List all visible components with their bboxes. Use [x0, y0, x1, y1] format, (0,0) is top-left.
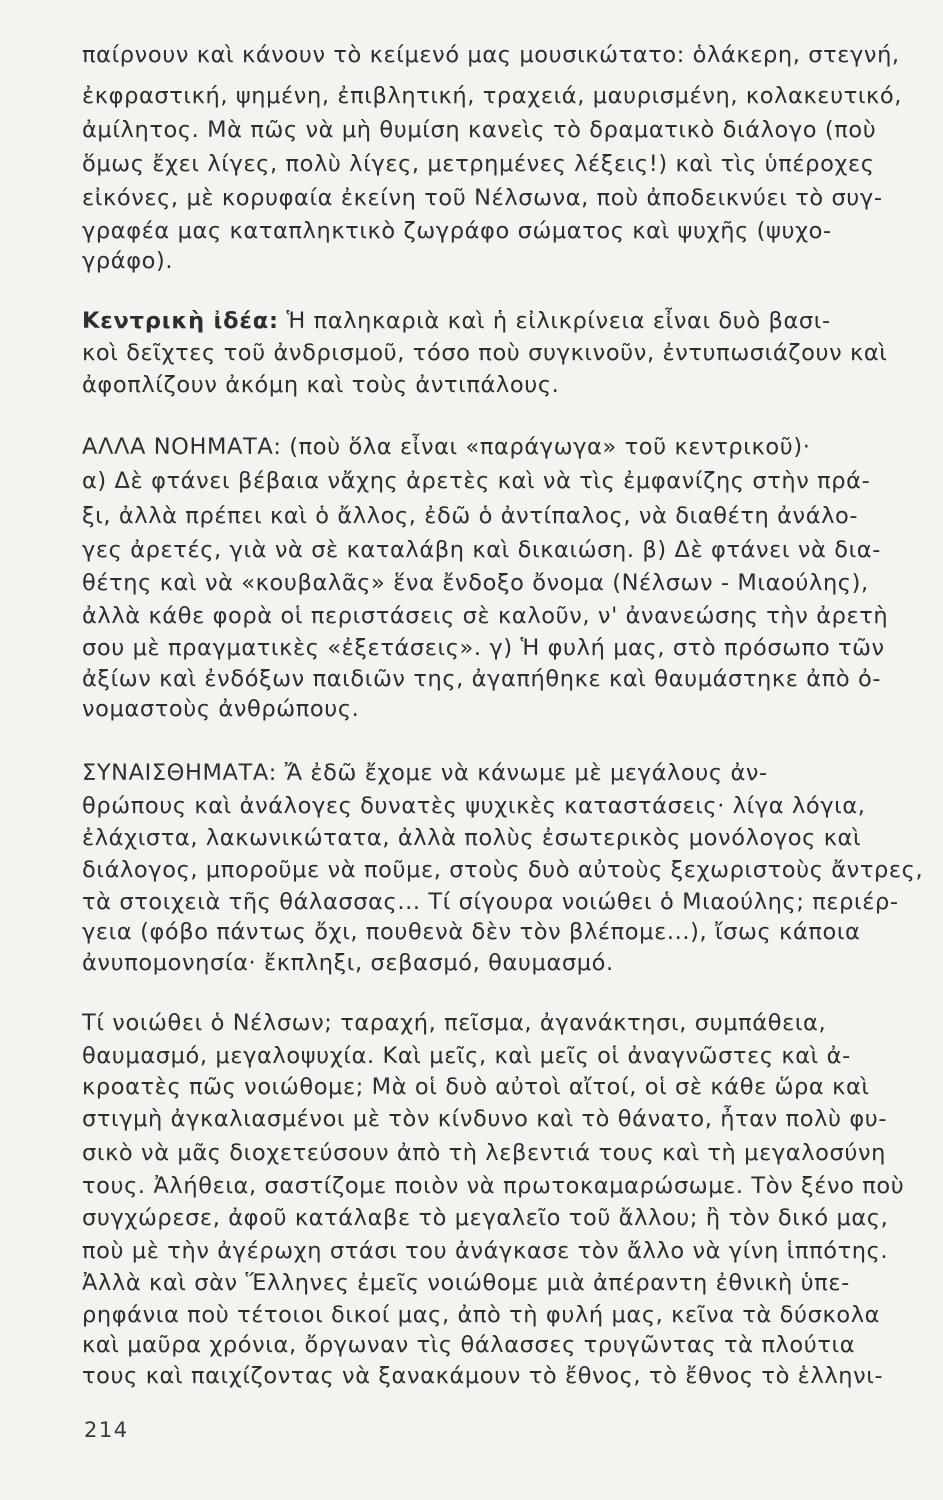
text-line: θέτης καὶ νὰ «κουβαλᾶς» ἕνα ἔνδοξο ὄνομα (Νέλσων - Μιαούλης),	[82, 570, 869, 596]
text-line: γράφο).	[82, 248, 174, 274]
text-line: ρηφάνια ποὺ τέτοιοι δικοί μας, ἀπὸ τὴ φυλή μας, κεῖνα τὰ δύσκολα	[82, 1302, 881, 1328]
text-line: στιγμὴ ἀγκαλιασμένοι μὲ τὸν κίνδυνο καὶ τὸ θάνατο, ἦταν πολὺ φυ-	[82, 1106, 888, 1132]
text-line: τὰ στοιχειὰ τῆς θάλασσας... Τί σίγουρα νοιώθει ὁ Μιαούλης; περιέρ-	[82, 889, 899, 915]
text-line: ποὺ μὲ τὴν ἀγέρωχη στάσι του ἀνάγκασε τὸν ἄλλο νὰ γίνη ἱππότης.	[82, 1238, 889, 1264]
text-line: σου μὲ πραγματικὲς «ἐξετάσεις». γ) Ἡ φυλή μας, στὸ πρόσωπο τῶν	[82, 635, 885, 661]
text-line: ΣΥΝΑΙΣΘΗΜΑΤΑ: Ἄ ἐδῶ ἔχομε νὰ κάνωμε μὲ μεγάλους ἀν-	[82, 760, 768, 786]
text-line: ΑΛΛΑ ΝΟΗΜΑΤΑ: (ποὺ ὅλα εἶναι «παράγωγα» τοῦ κεντρικοῦ)·	[82, 434, 811, 460]
text-line: τους. Ἀλήθεια, σαστίζομε ποιὸν νὰ πρωτοκαμαρώσωμε. Τὸν ξένο ποὺ	[82, 1173, 905, 1199]
central-idea-label: Κεντρικὴ ἰδέα:	[82, 308, 279, 334]
text-line: ἀλλὰ κάθε φορὰ οἱ περιστάσεις σὲ καλοῦν, ν' ἀνανεώσης τὴν ἀρετὴ	[82, 603, 889, 629]
text-line: ἀνυπομονησία· ἔκπληξι, σεβασμό, θαυμασμό.	[82, 950, 614, 976]
text-line: ξι, ἀλλὰ πρέπει καὶ ὁ ἄλλος, ἐδῶ ὁ ἀντίπαλος, νὰ διαθέτη ἀνάλο-	[82, 503, 859, 529]
text-line: κοὶ δεῖχτες τοῦ ἀνδρισμοῦ, τόσο ποὺ συγκινοῦν, ἐντυπωσιάζουν καὶ	[82, 340, 888, 366]
text-line: διάλογος, μποροῦμε νὰ ποῦμε, στοὺς δυὸ αὐτοὺς ξεχωριστοὺς ἄντρες,	[82, 857, 924, 883]
text-line: ἐκφραστική, ψημένη, ἐπιβλητική, τραχειά, μαυρισμένη, κολακευτικό,	[82, 83, 903, 109]
text-line: συγχώρεσε, ἀφοῦ κατάλαβε τὸ μεγαλεῖο τοῦ ἄλλου; ἢ τὸν δικό μας,	[82, 1205, 889, 1231]
text-line: παίρνουν καὶ κάνουν τὸ κείμενό μας μουσικώτατο: ὁλάκερη, στεγνή,	[82, 42, 900, 68]
text-line: γες ἀρετές, γιὰ νὰ σὲ καταλάβη καὶ δικαιώση. β) Δὲ φτάνει νὰ δια-	[82, 537, 881, 563]
text-line: Ἀλλὰ καὶ σὰν Ἕλληνες ἐμεῖς νοιώθομε μιὰ ἀπέραντη ἐθνικὴ ὑπε-	[82, 1270, 850, 1296]
text-line: ἀμίλητος. Μὰ πῶς νὰ μὴ θυμίση κανεὶς τὸ δραματικὸ διάλογο (ποὺ	[82, 117, 877, 143]
text-line: νομαστοὺς ἀνθρώπους.	[82, 696, 360, 722]
text-line: σικὸ νὰ μᾶς διοχετεύσουν ἀπὸ τὴ λεβεντιά τους καὶ τὴ μεγαλοσύνη	[82, 1140, 886, 1166]
text-line: ὅμως ἔχει λίγες, πολὺ λίγες, μετρημένες λέξεις!) καὶ τὶς ὑπέροχες	[82, 151, 875, 177]
text-line: θρώπους καὶ ἀνάλογες δυνατὲς ψυχικὲς καταστάσεις· λίγα λόγια,	[82, 793, 866, 819]
text-line: καὶ μαῦρα χρόνια, ὄργωναν τὶς θάλασσες τρυγῶντας τὰ πλούτια	[82, 1332, 856, 1358]
text-line: κροατὲς πῶς νοιώθομε; Μὰ οἱ δυὸ αὐτοὶ αἴτοί, οἱ σὲ κάθε ὥρα καὶ	[82, 1074, 870, 1100]
text-line: ἐλάχιστα, λακωνικώτατα, ἀλλὰ πολὺς ἐσωτερικὸς μονόλογος καὶ	[82, 825, 862, 851]
text-line: γραφέα μας καταπληκτικὸ ζωγράφο σώματος καὶ ψυχῆς (ψυχο-	[82, 218, 832, 244]
text-line: α) Δὲ φτάνει βέβαια νἄχης ἀρετὲς καὶ νὰ τὶς ἐμφανίζης στὴν πρά-	[82, 468, 871, 494]
text-line: γεια (φόβο πάντως ὄχι, πουθενὰ δὲν τὸν βλέπομε...), ἴσως κάποια	[82, 919, 861, 945]
page-number: 214	[84, 1418, 129, 1442]
central-idea-line	[82, 306, 932, 336]
text-line: Τί νοιώθει ὁ Νέλσων; ταραχή, πεῖσμα, ἀγανάκτησι, συμπάθεια,	[82, 1010, 827, 1036]
text-line: θαυμασμό, μεγαλοψυχία. Καὶ μεῖς, καὶ μεῖς οἱ ἀναγνῶστες καὶ ἀ-	[82, 1043, 851, 1069]
central-idea-text: Ἡ παληκαριὰ καὶ ἡ εἰλικρίνεια εἶναι δυὸ βασι-	[286, 308, 831, 334]
text-line: εἰκόνες, μὲ κορυφαία ἐκείνη τοῦ Νέλσωνα, ποὺ ἀποδεικνύει τὸ συγ-	[82, 185, 883, 211]
text-line: τους καὶ παιχίζοντας νὰ ξανακάμουν τὸ ἔθνος, τὸ ἔθνος τὸ ἑλληνι-	[82, 1363, 884, 1389]
text-line: ἀξίων καὶ ἐνδόξων παιδιῶν της, ἀγαπήθηκε καὶ θαυμάστηκε ἀπὸ ὀ-	[82, 666, 882, 692]
text-line: ἀφοπλίζουν ἀκόμη καὶ τοὺς ἀντιπάλους.	[82, 372, 560, 398]
